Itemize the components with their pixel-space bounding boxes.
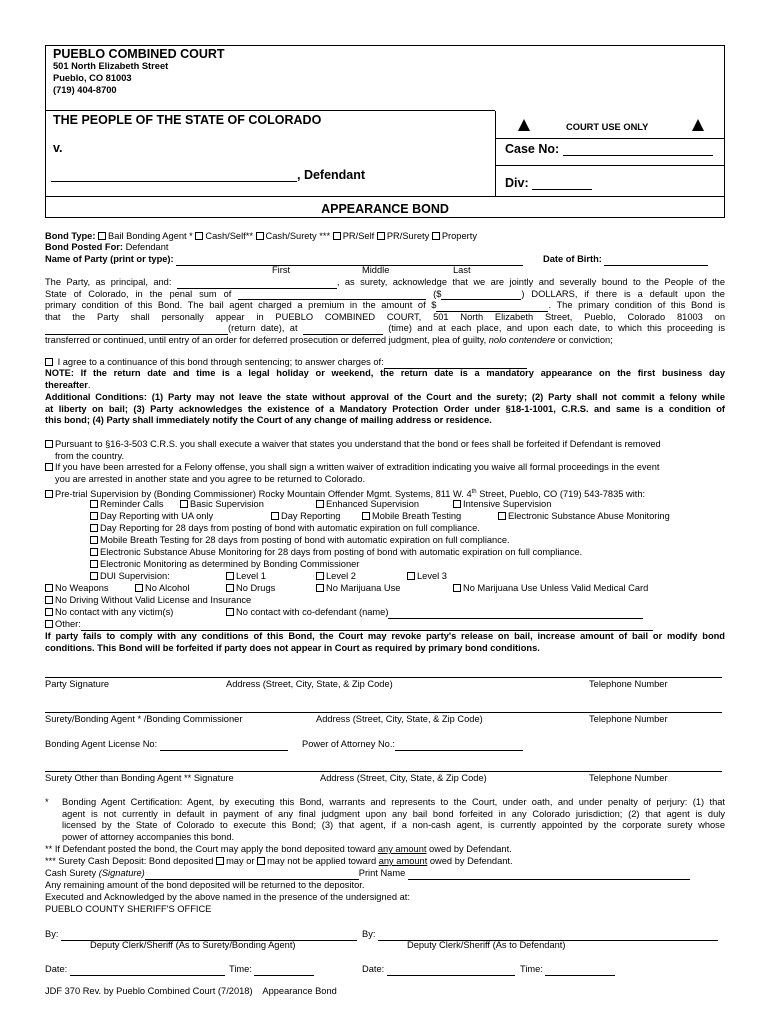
last-label: Last [453, 265, 471, 275]
felony-checkbox[interactable] [45, 463, 53, 471]
form-footer: JDF 370 Rev. by Pueblo Combined Court (7/2018) Appearance Bond [45, 986, 337, 996]
star-marker: * [45, 797, 49, 807]
opt-esam[interactable]: Electronic Substance Abuse Monitoring [498, 511, 670, 523]
opt-level2[interactable]: Level 2 [316, 571, 356, 583]
opt-level1[interactable]: Level 1 [226, 571, 266, 583]
opt-level3[interactable]: Level 3 [407, 571, 447, 583]
triple-star-note: *** Surety Cash Deposit: Bond deposited may or may not be applied toward any amount owed by Defendant. [45, 856, 513, 866]
defendant-line[interactable]: , Defendant [51, 168, 365, 182]
opt-mobile-28[interactable]: Mobile Breath Testing for 28 days from posting of bond with automatic expiration on full compliance. [90, 535, 510, 547]
bond-type-checkbox[interactable] [333, 232, 341, 240]
party-name-field[interactable]: Name of Party (print or type): [45, 254, 523, 266]
opt-no-weapons[interactable]: No Weapons [45, 583, 109, 595]
may-checkbox[interactable] [216, 857, 224, 865]
surety-other-label: Surety Other than Bonding Agent ** Signature [45, 773, 234, 783]
bond-type-row: Bond Type: Bail Bonding Agent * Cash/Self** Cash/Surety *** PR/Self PR/Surety Property [45, 231, 477, 241]
waiver-paragraph: Pursuant to §16-3-503 C.R.S. you shall execute a waiver that states you understand that the bond or fees shall be forfeited if Defendant is removed from the country. [45, 439, 730, 462]
bond-type-checkbox[interactable] [432, 232, 440, 240]
opt-day-reporting[interactable]: Day Reporting [271, 511, 340, 523]
opt-no-contact-victims[interactable]: No contact with any victim(s) [45, 607, 173, 619]
party-phone-label: Telephone Number [589, 679, 668, 689]
opt-enhanced[interactable]: Enhanced Supervision [316, 499, 419, 511]
opt-mobile-breath[interactable]: Mobile Breath Testing [362, 511, 461, 523]
bond-type-checkbox[interactable] [256, 232, 264, 240]
continuance-checkbox[interactable] [45, 358, 53, 366]
court-address-divider [45, 110, 495, 111]
people-caption: THE PEOPLE OF THE STATE OF COLORADO [53, 113, 322, 127]
opt-no-contact-codefendant[interactable]: No contact with co-defendant (name) [226, 607, 643, 619]
forfeit-paragraph: If party fails to comply with any conditions of this Bond, the Court may revoke party's release on bail, increase amount of bail or modify bond conditions. This Bond will be forfeited if party does not appear in Court as required by primary bond conditions. [45, 631, 725, 653]
court-use-divider [495, 138, 725, 139]
clerk-surety-label: Deputy Clerk/Sheriff (As to Surety/Bonding Agent) [90, 940, 296, 950]
form-title: APPEARANCE BOND [321, 202, 449, 216]
case-no-divider [495, 165, 725, 166]
court-phone: (719) 404-8700 [53, 85, 117, 95]
case-no-field[interactable]: Case No: [505, 142, 713, 156]
opt-no-marijuana-medical[interactable]: No Marijuana Use Unless Valid Medical Card [453, 583, 648, 595]
opt-dui[interactable]: DUI Supervision: [90, 571, 170, 583]
court-use-only: COURT USE ONLY [566, 122, 649, 132]
party-signature-label: Party Signature [45, 679, 110, 689]
party-signature-line[interactable] [45, 677, 722, 678]
date-surety-field[interactable]: Date: [45, 964, 225, 976]
pretrial-row: Pre-trial Supervision by (Bonding Commissioner) Rocky Mountain Offender Mgmt. Systems, 811 W. 4th Street, Pueblo, CO (719) 543-7835 with: [45, 487, 645, 501]
opt-intensive[interactable]: Intensive Supervision [453, 499, 551, 511]
by-surety-field[interactable]: By: [45, 929, 357, 941]
surety-agent-label: Surety/Bonding Agent * /Bonding Commissioner [45, 714, 243, 724]
opt-esam-28[interactable]: Electronic Substance Abuse Monitoring for 28 days from posting of bond with automatic expiration on full compliance. [90, 547, 582, 559]
opt-no-driving[interactable]: No Driving Without Valid License and Insurance [45, 595, 251, 607]
surety-other-address-label: Address (Street, City, State, & Zip Code) [320, 773, 487, 783]
party-address-label: Address (Street, City, State, & Zip Code) [226, 679, 393, 689]
opt-no-drugs[interactable]: No Drugs [226, 583, 275, 595]
opt-no-marijuana[interactable]: No Marijuana Use [316, 583, 400, 595]
court-city: Pueblo, CO 81003 [53, 73, 132, 83]
triangle-left-icon [518, 119, 530, 131]
remaining-note: Any remaining amount of the bond deposited will be returned to the depositor. [45, 880, 365, 890]
opt-no-alcohol[interactable]: No Alcohol [135, 583, 189, 595]
double-star-note: ** If Defendant posted the bond, the Court may apply the bond deposited toward any amount owed by Defendant. [45, 844, 512, 854]
opt-day-ua[interactable]: Day Reporting with UA only [90, 511, 213, 523]
pretrial-checkbox[interactable] [45, 490, 53, 498]
bond-type-checkbox[interactable] [195, 232, 203, 240]
bond-type-checkbox[interactable] [377, 232, 385, 240]
waiver-checkbox[interactable] [45, 440, 53, 448]
time-surety-field[interactable]: Time: [229, 964, 314, 976]
poa-field[interactable]: Power of Attorney No.: [302, 739, 523, 751]
opt-electronic-monitoring[interactable]: Electronic Monitoring as determined by Bonding Commissioner [90, 559, 359, 571]
title-divider-top [45, 196, 725, 197]
versus: v. [53, 141, 63, 155]
continuance-row: I agree to a continuance of this bond through sentencing; to answer charges of: [45, 357, 527, 369]
caption-right-divider [495, 111, 496, 196]
by-defendant-field[interactable]: By: [362, 929, 718, 941]
bond-type-checkbox[interactable] [98, 232, 106, 240]
first-label: First [272, 265, 291, 275]
date-defendant-field[interactable]: Date: [362, 964, 515, 976]
opt-other[interactable]: Other: [45, 619, 653, 631]
triangle-right-icon [692, 119, 704, 131]
license-field[interactable]: Bonding Agent License No: [45, 739, 288, 751]
bond-posted-for: Bond Posted For: Defendant [45, 242, 169, 252]
surety-agent-signature-line[interactable] [45, 712, 722, 713]
certification-paragraph: Bonding Agent Certification: Agent, by executing this Bond, warrants and represents to the Court, under oath, and under penalty of perjury: (1) that agent is not currently in default in payment of any final judgment upon any bail bond forfeited in any Colorado jurisdiction; (2) that agent is duly licensed by the State of Colorado to execute this Bond; (3) that agent, if a non-cash agent, is currently appointed by the corporate surety whose power of attorney accompanies this bond. [62, 797, 725, 842]
dob-field[interactable]: Date of Birth: [543, 254, 708, 266]
opt-reminder[interactable]: Reminder Calls [90, 499, 164, 511]
surety-agent-phone-label: Telephone Number [589, 714, 668, 724]
opt-day-28[interactable]: Day Reporting for 28 days from posting of bond with automatic expiration on full compliance. [90, 523, 480, 535]
body-paragraph: The Party, as principal, and: , as surety, acknowledge that we are jointly and severally bound to the People of the State of Colorado, in the penal sum of ($ ) DOLLARS, if there is a default upon the primary condition of this Bond. The bail agent charged a premium in the amount of $ . The primary condition of this Bond is that the Party shall personally appear in PUEBLO COMBINED COURT, 501 North Elizabeth Street, Pueblo, Colorado 81003 on (return date), at (time) and at each place, and upon each date, to which this proceeding is transferred or continued, until entry of an order for deferred prosecution or deferred judgment, plea of guilty, nolo contendere or conviction; [45, 277, 725, 345]
may-not-checkbox[interactable] [257, 857, 265, 865]
court-street: 501 North Elizabeth Street [53, 61, 169, 71]
executed-note: Executed and Acknowledged by the above named in the presence of the undersigned at: [45, 892, 410, 902]
opt-basic[interactable]: Basic Supervision [180, 499, 264, 511]
sheriff-office: PUEBLO COUNTY SHERIFF'S OFFICE [45, 904, 212, 914]
surety-other-signature-line[interactable] [45, 771, 722, 772]
clerk-defendant-label: Deputy Clerk/Sheriff (As to Defendant) [407, 940, 566, 950]
cash-surety-row[interactable]: Cash Surety (Signature) Print Name [45, 868, 690, 880]
note-paragraph: NOTE: If the return date and time is a legal holiday or weekend, the return date is a mandatory appearance on the first business day thereafter. [45, 368, 725, 390]
felony-paragraph: If you have been arrested for a Felony offense, you shall sign a written waiver of extradition indicating you waive all formal proceedings in the event you are arrested in another state and you agree to be returned to Colorado. [45, 462, 730, 485]
additional-conditions: Additional Conditions: (1) Party may not leave the state without approval of the Court and the surety; (2) Party shall not commit a felony while at liberty on bail; (3) Party acknowledges the existence of a Mandatory Protection Order under §18-1-1001, C.R.S. and same is a condition of this bond; (4) Party shall immediately notify the Court of any change of mailing address or residence. [45, 392, 725, 425]
div-field[interactable]: Div: [505, 176, 592, 190]
time-defendant-field[interactable]: Time: [520, 964, 615, 976]
middle-label: Middle [362, 265, 390, 275]
court-name: PUEBLO COMBINED COURT [53, 47, 225, 61]
surety-other-phone-label: Telephone Number [589, 773, 668, 783]
surety-agent-address-label: Address (Street, City, State, & Zip Code) [316, 714, 483, 724]
